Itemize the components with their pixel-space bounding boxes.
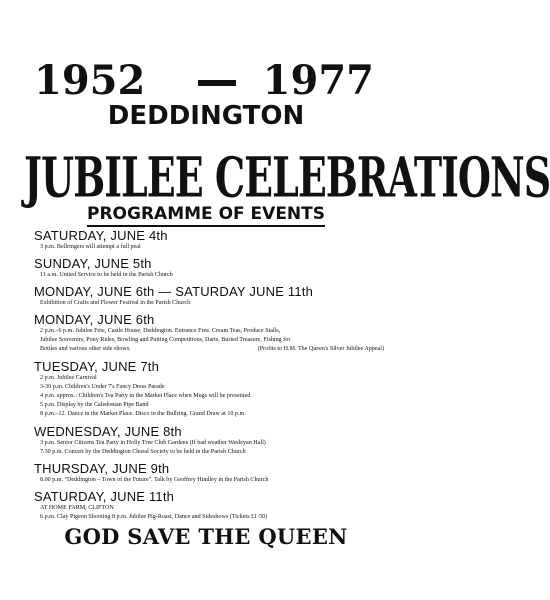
event-line-text: Bottles and various other side shows. — [40, 346, 131, 352]
event-day: SATURDAY, JUNE 11th — [34, 489, 175, 504]
event-day: WEDNESDAY, JUNE 8th — [34, 424, 182, 439]
event-block — [34, 228, 384, 252]
events-list — [34, 228, 384, 522]
programme-heading — [0, 204, 412, 224]
event-line: 5 p.m. Display by the Caledonian Pipe Band — [40, 402, 149, 408]
event-line: 4 p.m. approx.: Children's Tea Party in the Market Place when Mugs will be presented — [40, 393, 251, 399]
poster-title: JUBILEE CELEBRATIONS — [24, 144, 550, 210]
event-line — [34, 345, 384, 354]
event-line: Jubilee Souvenirs, Pony Rides, Bowling and Putting Competitions, Darts, Buried Treasure, Fishing for — [40, 337, 291, 343]
event-day: MONDAY, JUNE 6th — [34, 312, 155, 327]
event-line: 2 p.m. Jubilee Carnival — [40, 375, 97, 381]
event-line: 3 p.m. Bellringers will attempt a full peal — [40, 244, 141, 250]
event-block — [34, 312, 384, 354]
event-day: TUESDAY, JUNE 7th — [34, 359, 160, 374]
event-note: (Profits to H.M. The Queen's Silver Jubilee Appeal) — [257, 346, 384, 352]
event-day: SUNDAY, JUNE 5th — [34, 256, 152, 271]
year-start: 1952 — [34, 57, 146, 104]
event-line: 6 p.m. Clay Pigeon Shooting 8 p.m. Jubilee Pig-Roast, Dance and Sideshows (Tickets £1·50) — [40, 514, 268, 520]
event-day: THURSDAY, JUNE 9th — [34, 461, 170, 476]
event-block — [34, 284, 384, 308]
closing-slogan: GOD SAVE THE QUEEN — [64, 524, 348, 549]
programme-heading-text: PROGRAMME OF EVENTS — [87, 204, 325, 227]
event-line: 7.30 p.m. Concert by the Deddington Choral Society to be held in the Parish Church — [40, 449, 246, 455]
event-block — [34, 489, 384, 522]
event-line: 3-30 p.m. Children's Under 7's Fancy Dress Parade — [40, 384, 165, 390]
event-line: AT HOME FARM, CLIFTON — [40, 505, 114, 511]
event-day: MONDAY, JUNE 6th — SATURDAY JUNE 11th — [34, 284, 314, 299]
event-line: 2 p.m.–6 p.m. Jubilee Fete, Castle House, Deddington. Entrance Free. Cream Teas, Produce Stalls, — [40, 328, 281, 334]
event-block — [34, 256, 384, 280]
year-range — [0, 58, 412, 106]
town-name: DEDDINGTON — [107, 101, 305, 131]
event-block — [34, 424, 384, 457]
event-line: Exhibition of Crafts and Flower Festival in the Parish Church — [40, 300, 191, 306]
year-dash — [198, 80, 236, 86]
event-line: 8 p.m.–12. Dance in the Market Place. Disco in the Bullring. Grand Draw at 10 p.m. — [40, 411, 246, 417]
event-line: 11 a.m. United Service to be held in the Parish Church — [40, 272, 173, 278]
year-end: 1977 — [262, 57, 374, 104]
event-line: 3 p.m. Senior Citizens Tea Party in Holly Tree Club Gardens (If bad weather Wesleyan Hall) — [40, 440, 266, 446]
event-block — [34, 359, 384, 419]
event-day: SATURDAY, JUNE 4th — [34, 228, 168, 243]
event-line: 8.00 p.m. "Deddington – Town of the Future". Talk by Geoffrey Hindley in the Parish Church — [40, 477, 269, 483]
event-block — [34, 461, 384, 485]
